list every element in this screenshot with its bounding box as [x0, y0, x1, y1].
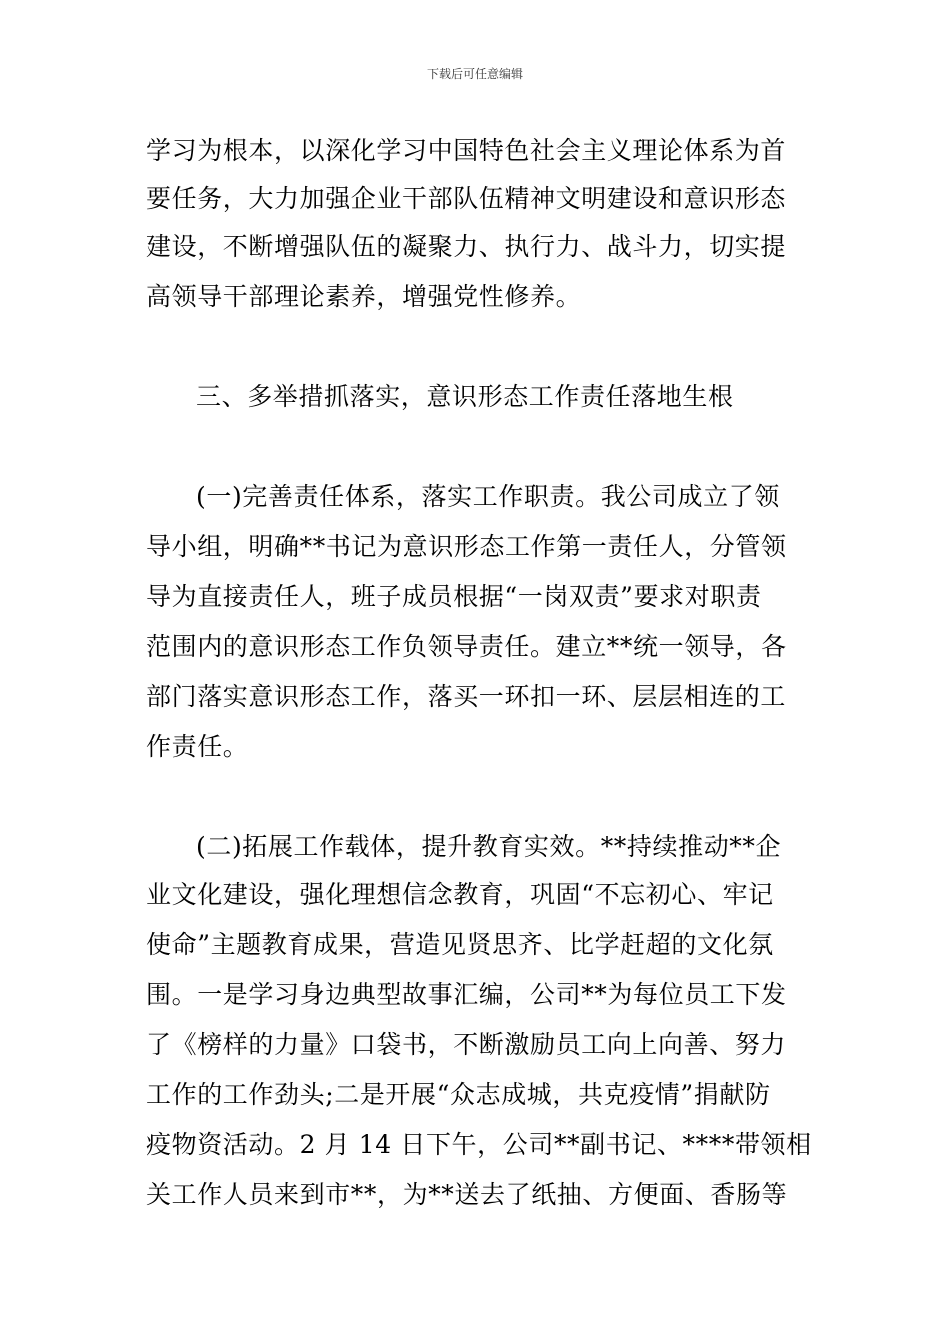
body-text-line: 围。一是学习身边典型故事汇编，公司**为每位员工下发: [146, 980, 787, 1009]
body-text-line: 部门落实意识形态工作，落买一环扣一环、层层相连的工: [146, 682, 787, 711]
body-text-line: 范围内的意识形态工作负领导责任。建立**统一领导，各: [146, 632, 787, 661]
paragraph-first-line: (二)拓展工作载体，提升教育实效。**持续推动**企: [196, 832, 782, 861]
body-text-line: 高领导干部理论素养，增强党性修养。: [146, 282, 582, 311]
body-text-line: 导小组，明确**书记为意识形态工作第一责任人，分管领: [146, 532, 787, 561]
body-text-line: 工作的工作劲头;二是开展“众志成城，共克疫情”捐献防: [146, 1080, 771, 1109]
paragraph-first-line: (一)完善责任体系，落实工作职责。我公司成立了领: [196, 482, 780, 511]
body-text-line: 使命”主题教育成果，营造见贤思齐、比学赶超的文化氛: [146, 930, 774, 959]
body-text-line: 了《榜样的力量》口袋书，不断激励员工向上向善、努力: [146, 1030, 787, 1059]
body-text-line: 疫物资活动。2 月 14 日下午，公司**副书记、****带领相: [146, 1130, 812, 1159]
body-text-line: 要任务，大力加强企业干部队伍精神文明建设和意识形态: [146, 184, 787, 213]
body-text-line: 学习为根本，以深化学习中国特色社会主义理论体系为首: [146, 136, 787, 165]
section-heading: 三、多举措抓落实，意识形态工作责任落地生根: [196, 382, 734, 411]
page-header-note: 下载后可任意编辑: [426, 67, 523, 81]
body-text-line: 建设，不断增强队伍的凝聚力、执行力、战斗力，切实提: [146, 232, 787, 261]
body-text-line: 导为直接责任人，班子成员根据“一岗双责”要求对职责: [146, 582, 762, 611]
body-text-line: 关工作人员来到市**，为**送去了纸抽、方便面、香肠等: [146, 1180, 788, 1209]
body-text-line: 业文化建设，强化理想信念教育，巩固“不忘初心、牢记: [146, 880, 774, 909]
body-text-line: 作责任。: [146, 732, 249, 761]
